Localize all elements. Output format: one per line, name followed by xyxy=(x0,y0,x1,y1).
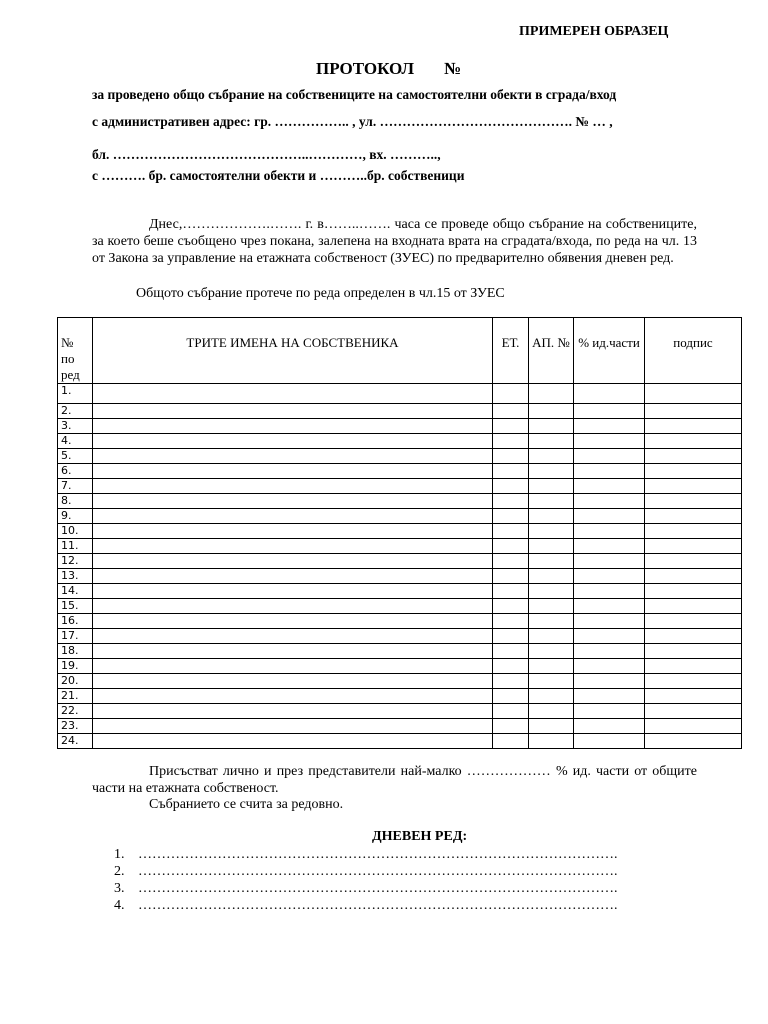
apartment-cell xyxy=(529,569,574,584)
signature-cell xyxy=(645,509,742,524)
floor-cell xyxy=(493,584,529,599)
share-percent-cell xyxy=(574,419,645,434)
owner-name-cell xyxy=(93,689,493,704)
share-percent-cell xyxy=(574,689,645,704)
row-number: 21. xyxy=(58,689,93,704)
table-row xyxy=(58,384,742,404)
row-number: 11. xyxy=(58,539,93,554)
header-address-line: с административен адрес: гр. …………….. , ул. ……………………………………. № … , xyxy=(92,114,613,129)
table-row xyxy=(58,584,742,599)
floor-cell xyxy=(493,524,529,539)
floor-cell xyxy=(493,719,529,734)
signature-cell xyxy=(645,659,742,674)
row-number: 16. xyxy=(58,614,93,629)
table-row xyxy=(58,434,742,449)
row-number: 3. xyxy=(58,419,93,434)
table-row xyxy=(58,689,742,704)
row-number: 6. xyxy=(58,464,93,479)
floor-cell xyxy=(493,644,529,659)
signature-cell xyxy=(645,644,742,659)
floor-cell xyxy=(493,659,529,674)
agenda-item-number: 2. xyxy=(114,864,125,879)
apartment-cell xyxy=(529,644,574,659)
floor-cell xyxy=(493,449,529,464)
apartment-cell xyxy=(529,659,574,674)
owner-name-cell xyxy=(93,704,493,719)
signature-cell xyxy=(645,599,742,614)
col-header-number: № по ред xyxy=(58,318,93,384)
row-number: 8. xyxy=(58,494,93,509)
share-percent-cell xyxy=(574,629,645,644)
signature-cell xyxy=(645,434,742,449)
table-row xyxy=(58,614,742,629)
table-row xyxy=(58,494,742,509)
intro-paragraph: Днес,……………….……. г. в……..……. часа се проведе общо събрание на собствениците, за което беше съобщено чрез покана, залепена на входната врата на сградата/входа, по реда на чл. 13 от Закона за управление на етажната собственост (ЗУЕС) по предварително обявения дневен ред. xyxy=(92,217,697,266)
owner-name-cell xyxy=(93,674,493,689)
signature-cell xyxy=(645,734,742,749)
share-percent-cell xyxy=(574,404,645,419)
table-row xyxy=(58,719,742,734)
agenda-title: ДНЕВЕН РЕД: xyxy=(372,829,468,844)
row-number: 4. xyxy=(58,434,93,449)
table-row xyxy=(58,464,742,479)
share-percent-cell xyxy=(574,659,645,674)
share-percent-cell xyxy=(574,539,645,554)
agenda-item-text: …………………………………………………………………………………………. xyxy=(138,881,618,896)
share-percent-cell xyxy=(574,674,645,689)
table-header-row xyxy=(58,318,742,384)
agenda-item xyxy=(114,864,618,880)
agenda-item-text: …………………………………………………………………………………………. xyxy=(138,847,618,862)
owner-name-cell xyxy=(93,384,493,404)
agenda-item xyxy=(114,881,618,897)
quorum-paragraph: Събранието се счита за редовно. xyxy=(149,797,344,812)
document-title xyxy=(316,59,461,79)
agenda-item-text: …………………………………………………………………………………………. xyxy=(138,864,618,879)
floor-cell xyxy=(493,479,529,494)
row-number: 18. xyxy=(58,644,93,659)
agenda-item-text: …………………………………………………………………………………………. xyxy=(138,898,618,913)
signature-cell xyxy=(645,584,742,599)
apartment-cell xyxy=(529,584,574,599)
apartment-cell xyxy=(529,464,574,479)
row-number: 24. xyxy=(58,734,93,749)
share-percent-cell xyxy=(574,554,645,569)
apartment-cell xyxy=(529,494,574,509)
share-percent-cell xyxy=(574,494,645,509)
floor-cell xyxy=(493,539,529,554)
table-row xyxy=(58,569,742,584)
floor-cell xyxy=(493,404,529,419)
row-number: 13. xyxy=(58,569,93,584)
row-number: 9. xyxy=(58,509,93,524)
header-line-1: за проведено общо събрание на собствениците на самостоятелни обекти в сграда/вход xyxy=(92,87,617,102)
share-percent-cell xyxy=(574,719,645,734)
owner-name-cell xyxy=(93,494,493,509)
owner-name-cell xyxy=(93,479,493,494)
col-header-floor: ЕТ. xyxy=(493,318,529,384)
share-percent-cell xyxy=(574,509,645,524)
floor-cell xyxy=(493,599,529,614)
floor-cell xyxy=(493,734,529,749)
floor-cell xyxy=(493,419,529,434)
apartment-cell xyxy=(529,734,574,749)
row-number: 1. xyxy=(58,384,93,404)
col-header-signature: подпис xyxy=(645,318,742,384)
owner-name-cell xyxy=(93,449,493,464)
apartment-cell xyxy=(529,719,574,734)
owner-name-cell xyxy=(93,524,493,539)
header-units-line: с ………. бр. самостоятелни обекти и ………..бр. собственици xyxy=(92,168,465,183)
owner-name-cell xyxy=(93,434,493,449)
share-percent-cell xyxy=(574,644,645,659)
apartment-cell xyxy=(529,419,574,434)
table-row xyxy=(58,539,742,554)
signature-cell xyxy=(645,449,742,464)
share-percent-cell xyxy=(574,734,645,749)
col-header-apartment: АП. № xyxy=(529,318,574,384)
row-number: 20. xyxy=(58,674,93,689)
owner-name-cell xyxy=(93,644,493,659)
floor-cell xyxy=(493,434,529,449)
table-row xyxy=(58,674,742,689)
table-row xyxy=(58,629,742,644)
floor-cell xyxy=(493,569,529,584)
floor-cell xyxy=(493,384,529,404)
apartment-cell xyxy=(529,449,574,464)
owner-name-cell xyxy=(93,659,493,674)
agenda-item-number: 3. xyxy=(114,881,125,896)
owner-name-cell xyxy=(93,419,493,434)
signature-cell xyxy=(645,629,742,644)
signature-cell xyxy=(645,384,742,404)
share-percent-cell xyxy=(574,384,645,404)
signature-cell xyxy=(645,674,742,689)
owner-name-cell xyxy=(93,614,493,629)
apartment-cell xyxy=(529,479,574,494)
apartment-cell xyxy=(529,524,574,539)
table-row xyxy=(58,404,742,419)
owner-name-cell xyxy=(93,554,493,569)
table-row xyxy=(58,704,742,719)
owner-name-cell xyxy=(93,599,493,614)
owner-name-cell xyxy=(93,584,493,599)
procedure-paragraph: Общото събрание протече по реда определен в чл.15 от ЗУЕС xyxy=(136,286,505,301)
floor-cell xyxy=(493,689,529,704)
signature-cell xyxy=(645,419,742,434)
share-percent-cell xyxy=(574,524,645,539)
row-number: 22. xyxy=(58,704,93,719)
col-header-share-percent: % ид.части xyxy=(574,318,645,384)
table-row xyxy=(58,509,742,524)
share-percent-cell xyxy=(574,569,645,584)
signature-cell xyxy=(645,569,742,584)
signature-cell xyxy=(645,479,742,494)
table-row xyxy=(58,449,742,464)
signature-cell xyxy=(645,464,742,479)
owner-name-cell xyxy=(93,464,493,479)
apartment-cell xyxy=(529,434,574,449)
col-header-owner-name: ТРИТЕ ИМЕНА НА СОБСТВЕНИКА xyxy=(93,318,493,384)
share-percent-cell xyxy=(574,584,645,599)
owner-name-cell xyxy=(93,404,493,419)
row-number: 15. xyxy=(58,599,93,614)
row-number: 12. xyxy=(58,554,93,569)
apartment-cell xyxy=(529,539,574,554)
apartment-cell xyxy=(529,704,574,719)
apartment-cell xyxy=(529,689,574,704)
owner-name-cell xyxy=(93,539,493,554)
row-number: 2. xyxy=(58,404,93,419)
row-number: 14. xyxy=(58,584,93,599)
share-percent-cell xyxy=(574,434,645,449)
table-row xyxy=(58,554,742,569)
header-block-line: бл. ……………………………………..…………, вх. ……….., xyxy=(92,147,441,162)
apartment-cell xyxy=(529,384,574,404)
row-number: 10. xyxy=(58,524,93,539)
apartment-cell xyxy=(529,674,574,689)
apartment-cell xyxy=(529,614,574,629)
signature-cell xyxy=(645,614,742,629)
owner-name-cell xyxy=(93,734,493,749)
floor-cell xyxy=(493,629,529,644)
apartment-cell xyxy=(529,554,574,569)
agenda-item xyxy=(114,898,618,914)
row-number: 7. xyxy=(58,479,93,494)
owner-name-cell xyxy=(93,569,493,584)
apartment-cell xyxy=(529,509,574,524)
floor-cell xyxy=(493,509,529,524)
title-text: ПРОТОКОЛ xyxy=(316,59,415,78)
floor-cell xyxy=(493,614,529,629)
table-row xyxy=(58,644,742,659)
table-row xyxy=(58,419,742,434)
table-row xyxy=(58,734,742,749)
signature-cell xyxy=(645,554,742,569)
signature-cell xyxy=(645,719,742,734)
apartment-cell xyxy=(529,599,574,614)
table-row xyxy=(58,599,742,614)
table-row xyxy=(58,524,742,539)
sample-label: ПРИМЕРЕН ОБРАЗЕЦ xyxy=(519,24,669,39)
apartment-cell xyxy=(529,404,574,419)
signature-cell xyxy=(645,689,742,704)
signature-cell xyxy=(645,404,742,419)
floor-cell xyxy=(493,704,529,719)
agenda-item xyxy=(114,847,618,863)
signature-cell xyxy=(645,524,742,539)
share-percent-cell xyxy=(574,599,645,614)
floor-cell xyxy=(493,494,529,509)
share-percent-cell xyxy=(574,449,645,464)
agenda-item-number: 4. xyxy=(114,898,125,913)
row-number: 19. xyxy=(58,659,93,674)
owner-name-cell xyxy=(93,509,493,524)
apartment-cell xyxy=(529,629,574,644)
presence-paragraph: Присъстват лично и през представители най-малко ……………… % ид. части от общите части на етажната собственост. xyxy=(92,764,697,796)
floor-cell xyxy=(493,464,529,479)
floor-cell xyxy=(493,554,529,569)
table-row xyxy=(58,659,742,674)
agenda-item-number: 1. xyxy=(114,847,125,862)
table-row xyxy=(58,479,742,494)
signature-cell xyxy=(645,704,742,719)
share-percent-cell xyxy=(574,614,645,629)
attendance-table xyxy=(57,317,742,749)
title-number-sign: № xyxy=(444,59,462,78)
share-percent-cell xyxy=(574,464,645,479)
row-number: 5. xyxy=(58,449,93,464)
owner-name-cell xyxy=(93,719,493,734)
row-number: 17. xyxy=(58,629,93,644)
signature-cell xyxy=(645,494,742,509)
share-percent-cell xyxy=(574,479,645,494)
row-number: 23. xyxy=(58,719,93,734)
share-percent-cell xyxy=(574,704,645,719)
signature-cell xyxy=(645,539,742,554)
owner-name-cell xyxy=(93,629,493,644)
floor-cell xyxy=(493,674,529,689)
